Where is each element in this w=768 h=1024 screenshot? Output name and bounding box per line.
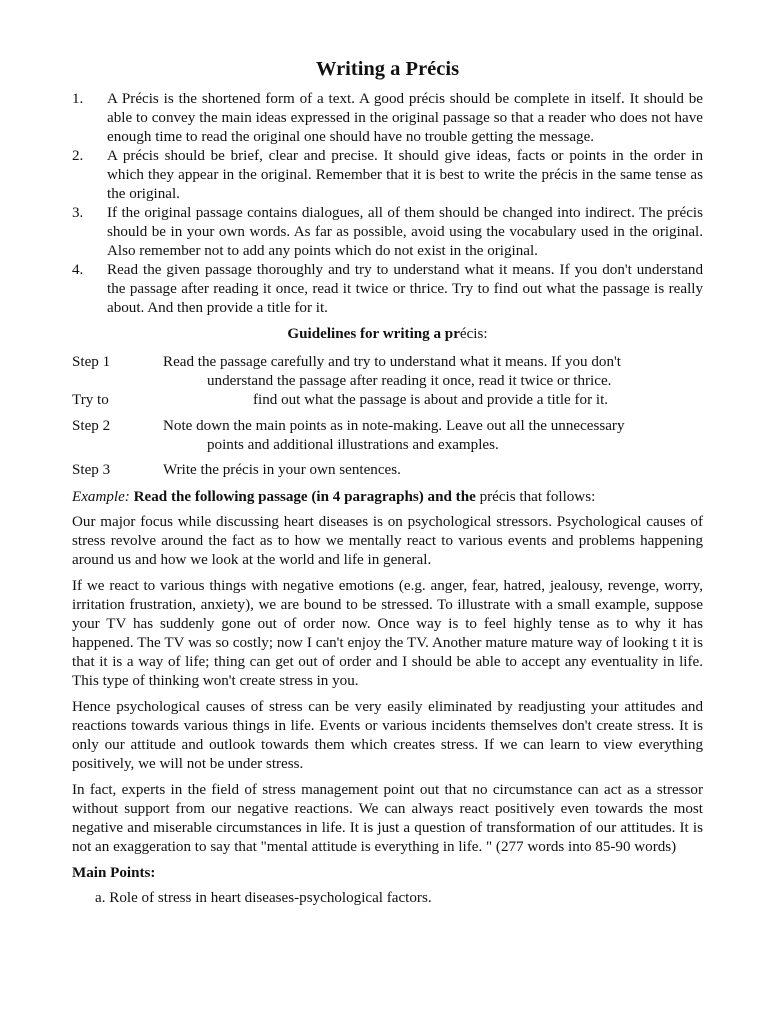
continuation-label: Try to bbox=[72, 392, 109, 408]
guidelines-heading-bold: Guidelines for writing a pr bbox=[287, 326, 460, 342]
passage-paragraph: Our major focus while discussing heart diseases is on psychological stressors. Psychological causes of stress revolve around the fact as to how we mentally react to various events and problems happening around us and how we look at the world and life in general. bbox=[72, 514, 703, 568]
list-item bbox=[72, 204, 703, 261]
step-label: Step 1 bbox=[72, 354, 111, 370]
step-3 bbox=[72, 461, 703, 480]
guidelines-heading-rest: écis: bbox=[459, 326, 488, 342]
page-title: Writing a Précis bbox=[315, 58, 460, 80]
main-point-text: Role of stress in heart diseases-psychological factors. bbox=[109, 890, 432, 906]
example-label: Example: bbox=[72, 489, 130, 505]
example-intro bbox=[72, 488, 703, 507]
passage-paragraph: In fact, experts in the field of stress management point out that no circumstance can act as a stressor without support from our negative reactions. We can always react positively even towards the most negative and miserable circumstances in life. It is just a question of transformation of our attitudes. It is not an exaggeration to say that "mental attitude is everything in life. " (277 words into 85-90 words) bbox=[72, 782, 703, 855]
document-page bbox=[72, 56, 703, 908]
list-item-text: Read the given passage thoroughly and try to understand what it means. If you don't understand the passage after reading it once, read it twice or thrice. Try to find out what the passage is really about. And then provide a title for it. bbox=[107, 262, 703, 316]
continuation-text: find out what the passage is about and provide a title for it. bbox=[253, 392, 609, 408]
example-bold-text: Read the following passage (in 4 paragraphs) and the bbox=[133, 489, 476, 505]
step-text-line2: understand the passage after reading it once, read it twice or thrice. bbox=[207, 373, 612, 389]
list-item-text: If the original passage contains dialogues, all of them should be changed into indirect. The précis should be in your own words. As far as possible, avoid using the vocabulary used in the original. Also remember not to add any points which do not exist in the original. bbox=[107, 205, 703, 259]
step-text-line2: points and additional illustrations and examples. bbox=[207, 437, 499, 453]
step-label: Step 3 bbox=[72, 462, 111, 478]
list-item bbox=[72, 147, 703, 204]
step-text-line1: Write the précis in your own sentences. bbox=[163, 462, 401, 478]
step-text-line1: Read the passage carefully and try to understand what it means. If you don't bbox=[163, 354, 621, 370]
main-point-item bbox=[72, 889, 703, 908]
main-points-heading: Main Points: bbox=[72, 865, 156, 881]
passage-paragraph: If we react to various things with negative emotions (e.g. anger, fear, hatred, jealousy, revenge, worry, irritation frustration, anxiety), we are bound to be stressed. To illustrate with a small example, suppose your TV has suddenly gone out of order now. Once way is to feel highly tense as to why it has happened. The TV was so costly; now I can't enjoy the TV. Another mature mature way of looking t it is that it is a way of life; thing can get out of order and I should be able to accept any eventuality in life. This type of thinking won't create stress in you. bbox=[72, 578, 703, 689]
list-number: 2. bbox=[72, 148, 84, 164]
passage-paragraph: Hence psychological causes of stress can be very easily eliminated by readjusting your attitudes and reactions towards various things in life. Events or various incidents themselves don't create stress. It is only our attitude and outlook towards them which creates stress. If we can learn to view everything positively, we will not be under stress. bbox=[72, 699, 703, 772]
example-rest-text: précis that follows: bbox=[479, 489, 596, 505]
step-1 bbox=[72, 353, 703, 391]
step-label: Step 2 bbox=[72, 418, 111, 434]
list-item bbox=[72, 261, 703, 318]
step-text-line1: Note down the main points as in note-making. Leave out all the unnecessary bbox=[163, 418, 625, 434]
list-item-text: A Précis is the shortened form of a text. A good précis should be complete in itself. It should be able to convey the main ideas expressed in the original passage so that a reader who does not have enough time to read the original one should have no trouble getting the message. bbox=[107, 91, 703, 145]
list-number: 4. bbox=[72, 262, 84, 278]
main-point-letter: a. bbox=[95, 890, 106, 906]
step-continuation bbox=[72, 391, 703, 410]
guidelines-heading bbox=[72, 325, 703, 344]
list-item-text: A précis should be brief, clear and precise. It should give ideas, facts or points in the order in which they appear in the original. Remember that it is best to write the précis in the same tense as the original. bbox=[107, 148, 703, 202]
intro-list bbox=[72, 90, 703, 318]
list-item bbox=[72, 90, 703, 147]
list-number: 1. bbox=[72, 91, 84, 107]
list-number: 3. bbox=[72, 205, 84, 221]
step-2 bbox=[72, 417, 703, 455]
